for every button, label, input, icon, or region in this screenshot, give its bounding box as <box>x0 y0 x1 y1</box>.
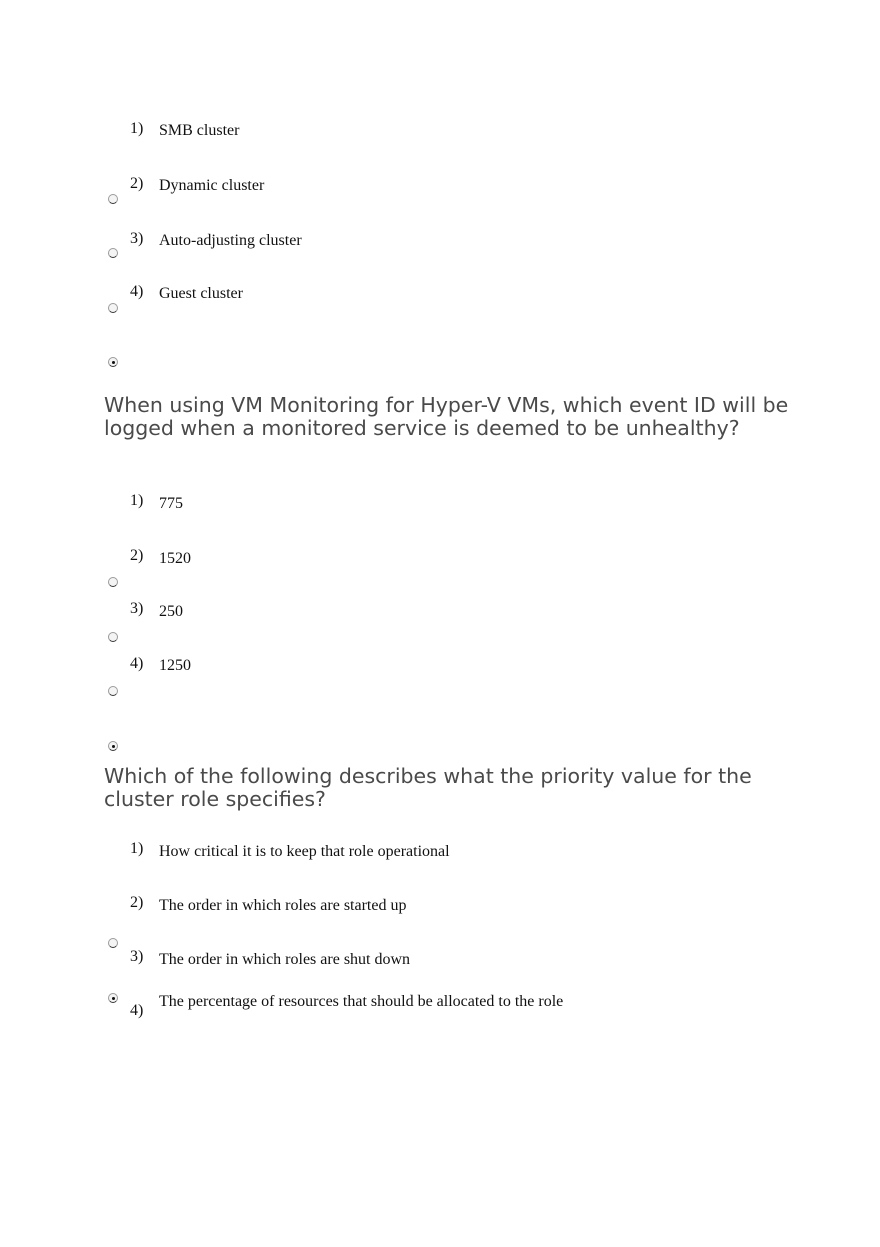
radio-button[interactable] <box>108 686 118 696</box>
option-number: 3) <box>130 230 144 247</box>
radio-button[interactable] <box>108 194 118 204</box>
option-label: Dynamic cluster <box>159 177 265 194</box>
radio-button[interactable] <box>108 303 118 313</box>
radio-button[interactable] <box>108 938 118 948</box>
option-label: Auto-adjusting cluster <box>159 232 302 249</box>
radio-button[interactable] <box>108 632 118 642</box>
question-text: When using VM Monitoring for Hyper-V VMs, which event ID will be logged when a monitored service is deemed to be unhealthy? <box>104 393 789 440</box>
option-label: 250 <box>159 603 183 620</box>
radio-button-selected[interactable] <box>108 741 118 751</box>
radio-button-selected[interactable] <box>108 357 118 367</box>
option-number: 2) <box>130 175 144 192</box>
radio-button[interactable] <box>108 577 118 587</box>
option-label: SMB cluster <box>159 122 240 139</box>
option-label: The percentage of resources that should be allocated to the role <box>159 993 564 1010</box>
radio-button[interactable] <box>108 248 118 258</box>
option-label: Guest cluster <box>159 285 243 302</box>
option-number: 2) <box>130 894 144 911</box>
option-number: 2) <box>130 547 144 564</box>
option-label: How critical it is to keep that role operational <box>159 843 450 860</box>
option-number: 3) <box>130 600 144 617</box>
option-label: The order in which roles are started up <box>159 897 407 914</box>
option-label: 1250 <box>159 657 191 674</box>
option-number: 4) <box>130 283 144 300</box>
option-number: 4) <box>130 1002 144 1019</box>
option-number: 1) <box>130 840 144 857</box>
option-number: 3) <box>130 948 144 965</box>
option-label: The order in which roles are shut down <box>159 951 411 968</box>
radio-button-selected[interactable] <box>108 993 118 1003</box>
option-number: 1) <box>130 492 144 509</box>
option-number: 1) <box>130 120 144 137</box>
question-text: Which of the following describes what the priority value for the cluster role specifies? <box>104 764 752 811</box>
option-label: 775 <box>159 495 183 512</box>
option-number: 4) <box>130 655 144 672</box>
option-label: 1520 <box>159 550 191 567</box>
